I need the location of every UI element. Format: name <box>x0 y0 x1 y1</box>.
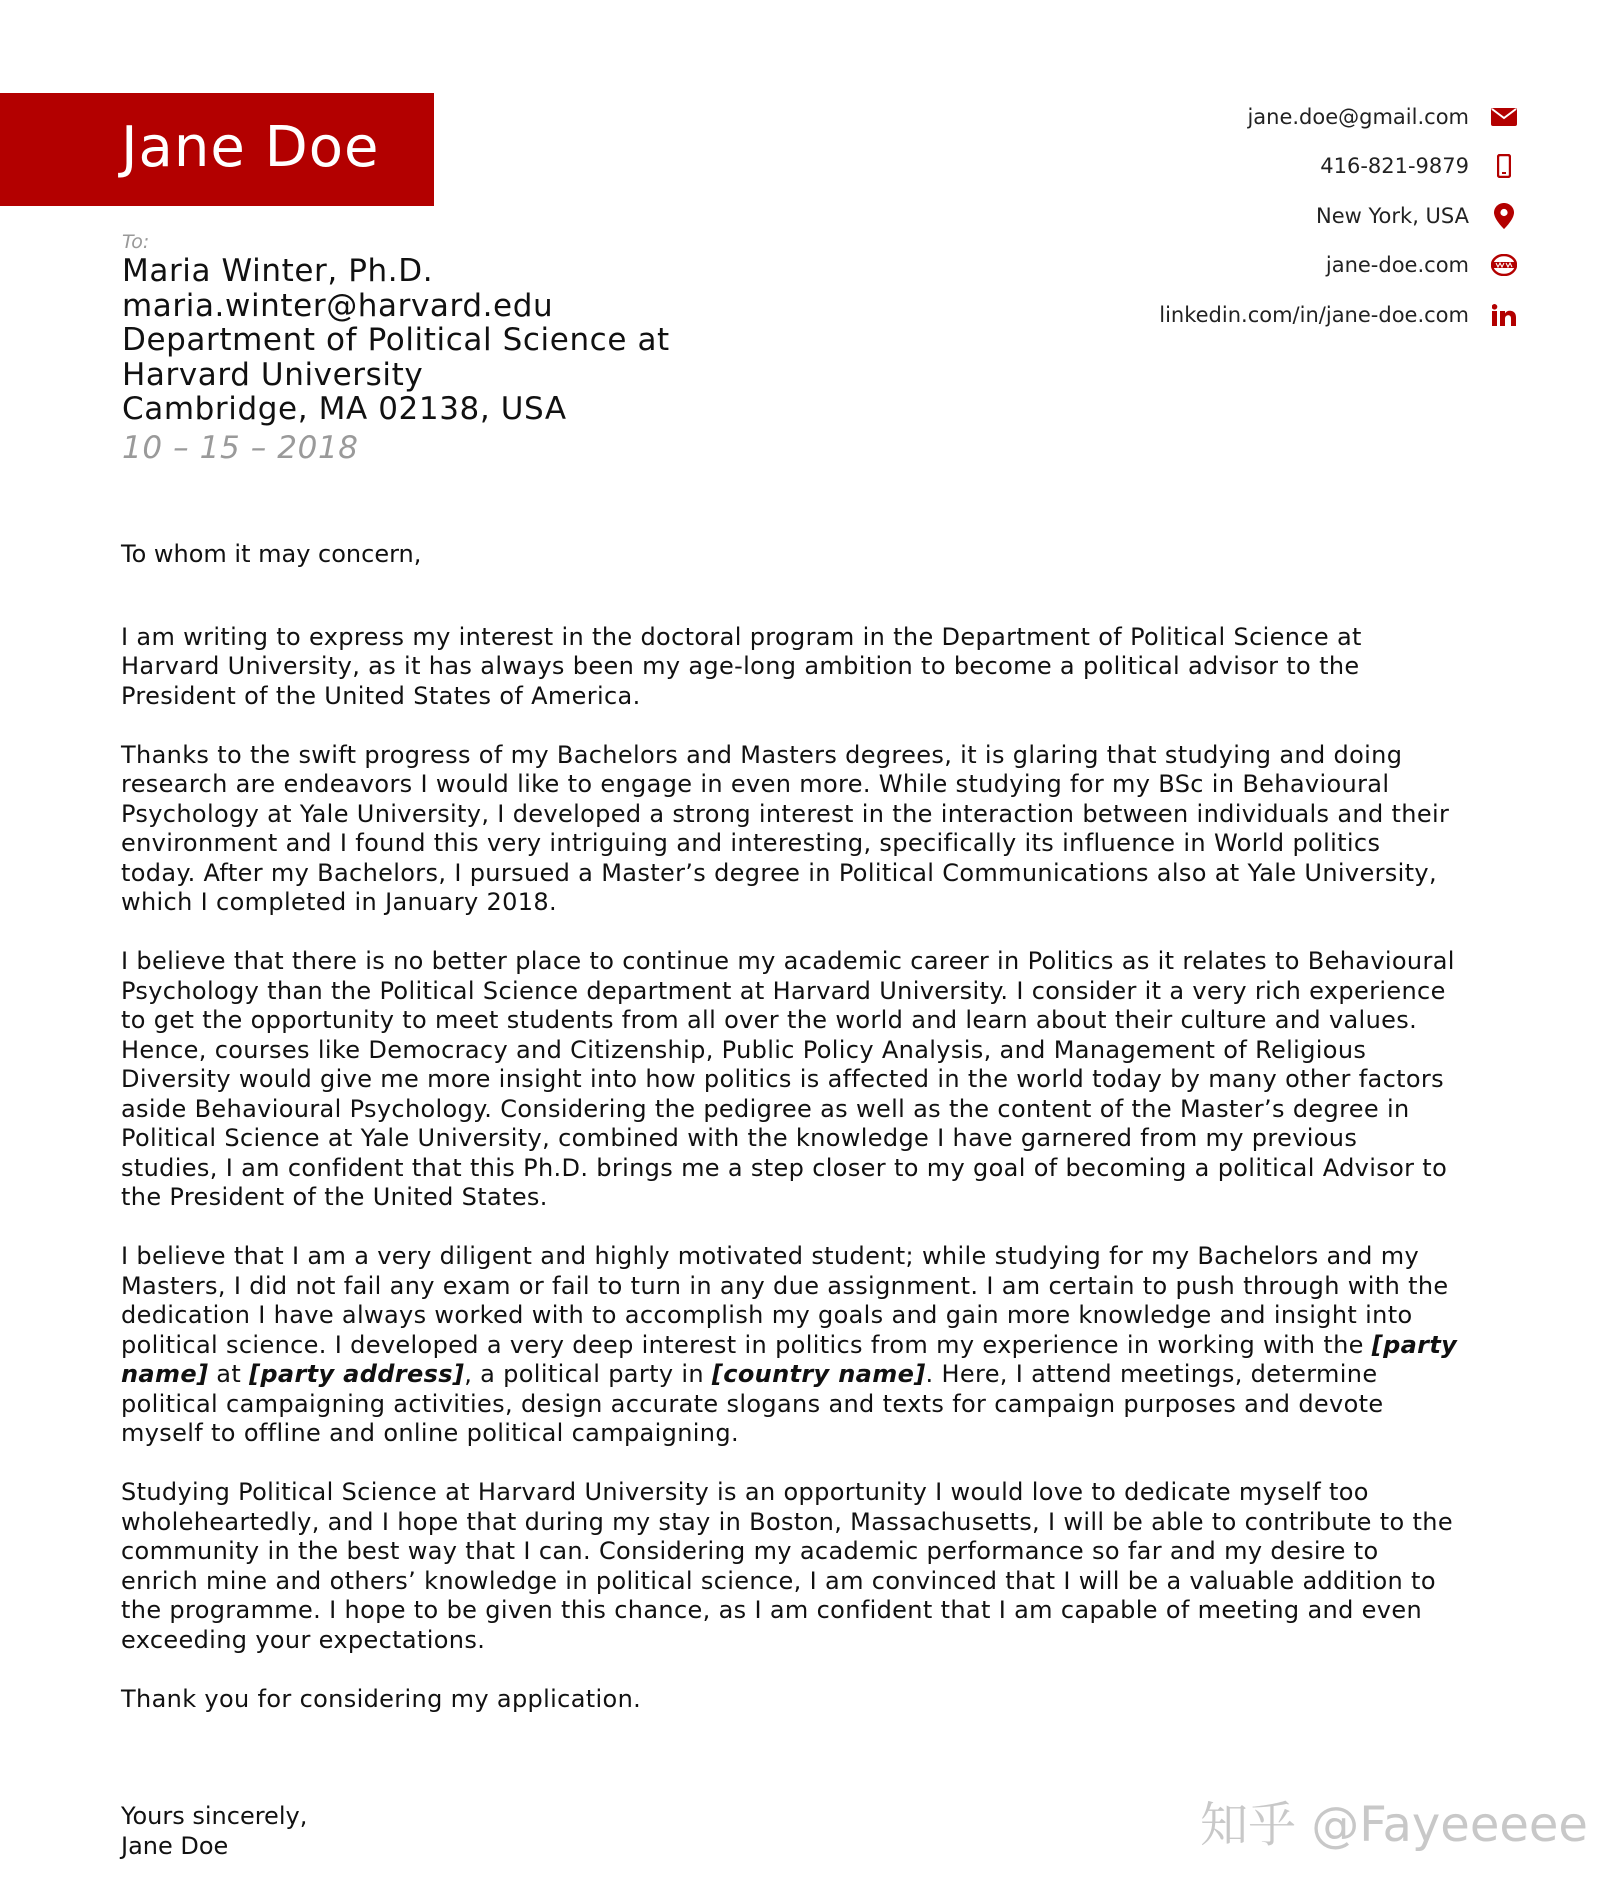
salutation: To whom it may concern, <box>121 540 422 568</box>
contact-info <box>1159 92 1517 340</box>
recipient-university: Harvard University <box>122 356 424 393</box>
contact-email <box>1159 92 1517 142</box>
contact-linkedin <box>1159 290 1517 340</box>
applicant-name: Jane Doe <box>121 115 380 180</box>
paragraph-5: Studying Political Science at Harvard University is an opportunity I would love to dedicate myself too wholeheartedly, and I hope that during my stay in Boston, Massachusetts, I will be able to contribute to the community in the best way that I can. Considering my academic performance so far and my desire to enrich mine and others’ knowledge in political science, I am convinced that I will be a valuable addition to the programme. I hope to be given this chance, as I am confident that I am capable of meeting and even exceeding your expectations. <box>121 1478 1453 1654</box>
paragraph-4-text-c: , a political party in <box>464 1360 712 1388</box>
closing-phrase: Yours sincerely, <box>121 1802 308 1830</box>
country-name-placeholder: [country name] <box>711 1360 926 1388</box>
paragraph-4 <box>121 1242 1461 1449</box>
party-name-placeholder: [party name] <box>121 1330 1458 1388</box>
globe-icon <box>1491 252 1517 278</box>
paragraph-4-text-b: at <box>208 1360 250 1388</box>
recipient-name: Maria Winter, Ph.D. <box>122 253 434 289</box>
to-label: To: <box>122 231 150 253</box>
email-text: jane.doe@gmail.com <box>1247 104 1469 129</box>
location-text: New York, USA <box>1316 203 1469 228</box>
paragraph-4-text-a: I believe that I am a very diligent and highly motivated student; while studying for my Bachelors and my Masters, I did not fail any exam or fail to turn in any due assignment. I am certain to push through with the dedication I have always worked with to accomplish my goals and gain more knowledge and insight into political science. I developed a very deep interest in politics from my experience in working with the <box>121 1242 1449 1359</box>
website-text: jane-doe.com <box>1325 253 1469 278</box>
signature-name: Jane Doe <box>121 1831 229 1860</box>
linkedin-icon <box>1491 302 1517 328</box>
paragraph-1: I am writing to express my interest in the doctoral program in the Department of Political Science at Harvard University, as it has always been my age-long ambition to become a political advisor to the President of the United States of America. <box>121 622 1362 710</box>
letter-date: 10 – 15 – 2018 <box>122 429 359 466</box>
linkedin-text: linkedin.com/in/jane-doe.com <box>1159 302 1469 327</box>
recipient-email: maria.winter@harvard.edu <box>122 287 554 324</box>
paragraph-3: I believe that there is no better place to continue my academic career in Politics as it relates to Behavioural Psychology than the Political Science department at Harvard University. I consider it a very rich experience to get the opportunity to meet students from all over the world and learn about their culture and values. Hence, courses like Democracy and Citizenship, Public Policy Analysis, and Management of Religious Diversity would give me more insight into how politics is affected in the world today by many other factors aside Behavioural Psychology. Considering the pedigree as well as the content of the Master’s degree in Political Science at Yale University, combined with the knowledge I have garnered from my previous studies, I am confident that this Ph.D. brings me a step closer to my goal of becoming a political Advisor to the President of the United States. <box>121 947 1455 1211</box>
recipient-block <box>122 230 742 469</box>
phone-icon <box>1491 153 1517 179</box>
recipient-address: Cambridge, MA 02138, USA <box>122 391 567 427</box>
envelope-icon <box>1491 104 1517 130</box>
contact-phone <box>1159 142 1517 192</box>
party-address-placeholder: [party address] <box>249 1360 465 1388</box>
name-banner <box>0 93 434 206</box>
watermark: 知乎 @Fayeeeee <box>1200 1797 1588 1853</box>
paragraph-6: Thank you for considering my application. <box>121 1684 642 1713</box>
map-pin-icon <box>1491 203 1517 229</box>
paragraph-4-text-d: . Here, I attend meetings, determine political campaigning activities, design accurate slogans and texts for campaign purposes and devote myself to offline and online political campaigning. <box>121 1360 1384 1447</box>
recipient-department: Department of Political Science at <box>122 322 670 358</box>
letter-body <box>121 540 1461 1861</box>
contact-location <box>1159 191 1517 241</box>
phone-text: 416-821-9879 <box>1320 154 1469 179</box>
paragraph-2: Thanks to the swift progress of my Bachelors and Masters degrees, it is glaring that studying and doing research are endeavors I would like to engage in even more. While studying for my BSc in Behavioural Psychology at Yale University, I developed a strong interest in the interaction between individuals and their environment and I found this very intriguing and interesting, specifically its influence in World politics today. After my Bachelors, I pursued a Master’s degree in Political Communications also at Yale University, which I completed in January 2018. <box>121 740 1450 916</box>
contact-website <box>1159 241 1517 291</box>
